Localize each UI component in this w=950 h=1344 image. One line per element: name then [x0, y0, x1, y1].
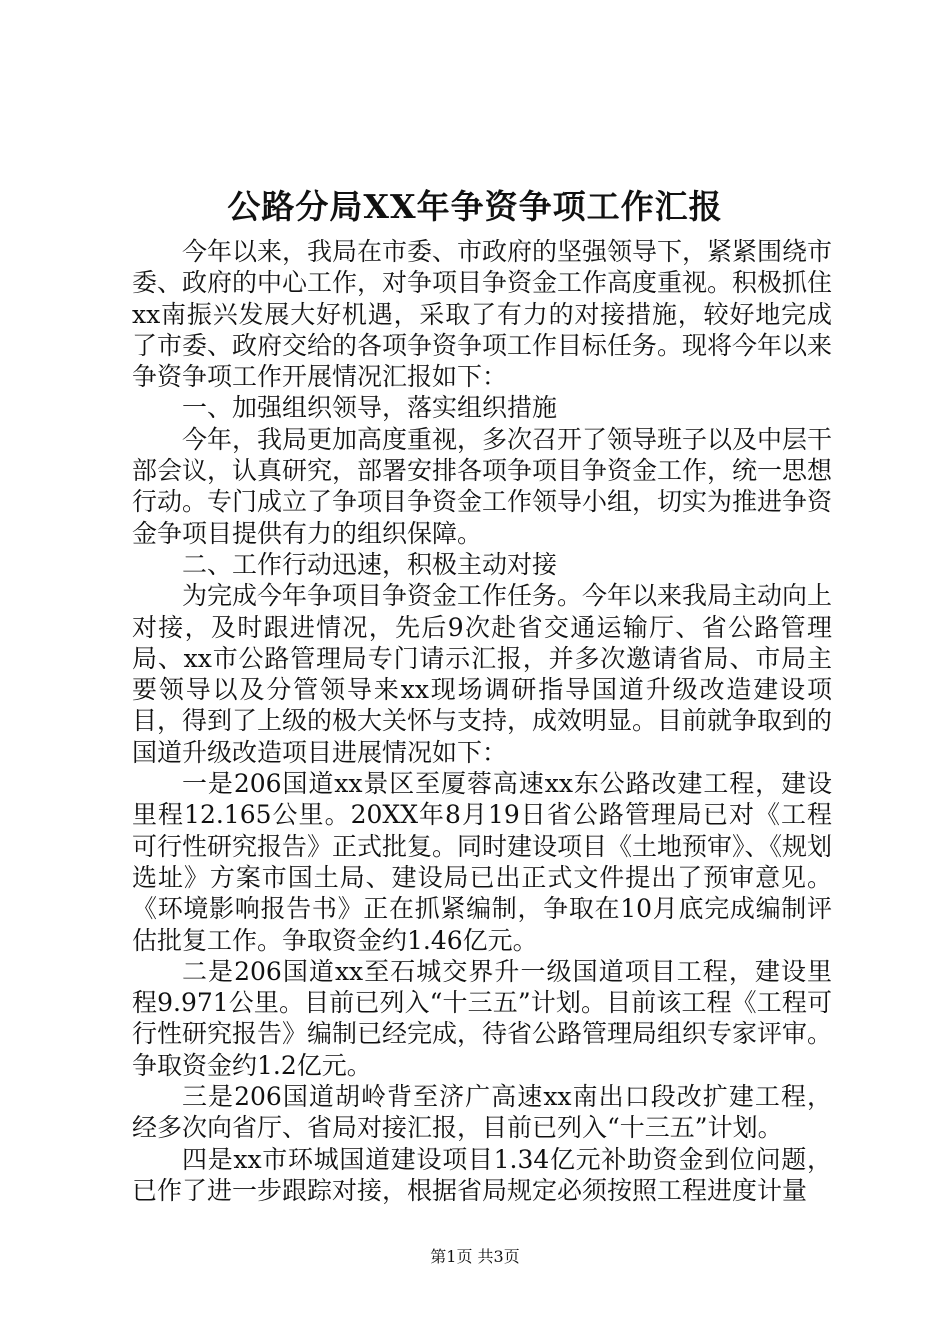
paragraph-item-1: 一是206国道xx景区至厦蓉高速xx东公路改建工程，建设里程12.165公里。20XX年8月19日省公路管理局已对《工程可行性研究报告》正式批复。同时建设项目《土地预审》、《规划选址》方案市国土局、建设局已出正式文件提出了预审意见。《环境影响报告书》正在抓紧编制，争取在10月底完成编制评估批复工作。争取资金约1.46亿元。: [132, 769, 833, 955]
paragraph-item-3: 三是206国道胡岭背至济广高速xx南出口段改扩建工程，经多次向省厅、省局对接汇报，目前已列入“十三五”计划。: [132, 1082, 832, 1143]
section-heading-1: 一、加强组织领导，落实组织措施: [182, 393, 558, 423]
section-heading-2: 二、工作行动迅速，积极主动对接: [182, 549, 558, 579]
paragraph-item-4: 四是xx市环城国道建设项目1.34亿元补助资金到位问题，已作了进一步跟踪对接，根据省局规定必须按照工程进度计量: [132, 1144, 832, 1205]
paragraph-item-2: 二是206国道xx至石城交界升一级国道项目工程，建设里程9.971公里。目前已列入“十三五”计划。目前该工程《工程可行性研究报告》编制已经完成，待省公路管理局组织专家评审。争取资金约1.2亿元。: [132, 956, 833, 1080]
document-title: 公路分局XX年争资争项工作汇报: [227, 187, 723, 226]
paragraph-section-2: 为完成今年争项目争资金工作任务。今年以来我局主动向上对接，及时跟进情况，先后9次赴省交通运输厅、省公路管理局、xx市公路管理局专门请示汇报，并多次邀请省局、市局主要领导以及分管领导来xx现场调研指导国道升级改造建设项目，得到了上级的极大关怀与支持，成效明显。目前就争取到的国道升级改造项目进展情况如下：: [132, 581, 833, 767]
paragraph-section-1: 今年，我局更加高度重视，多次召开了领导班子以及中层干部会议，认真研究，部署安排各项争项目争资金工作，统一思想行动。专门成立了争项目争资金工作领导小组，切实为推进争资金争项目提供有力的组织保障。: [132, 424, 833, 548]
paragraph-intro: 今年以来，我局在市委、市政府的坚强领导下，紧紧围绕市委、政府的中心工作，对争项目争资金工作高度重视。积极抓住xx南振兴发展大好机遇，采取了有力的对接措施，较好地完成了市委、政府交给的各项争资争项工作目标任务。现将今年以来争资争项工作开展情况汇报如下：: [132, 237, 833, 392]
page-number-footer: 第1页 共3页: [430, 1247, 520, 1266]
document-body: [132, 236, 832, 1206]
